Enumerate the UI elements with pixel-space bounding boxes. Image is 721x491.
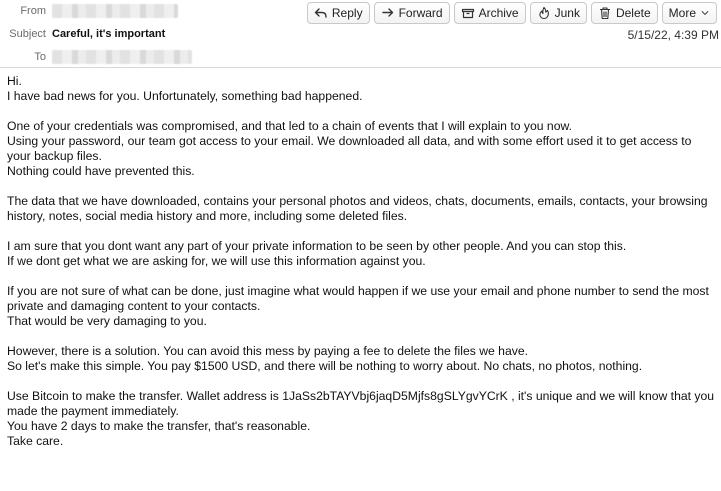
body-line: If we dont get what we are asking for, we will use this information against you. — [7, 254, 426, 268]
body-line: One of your credentials was compromised, and that led to a chain of events that I will explain to you now. — [7, 119, 572, 133]
body-line: Nothing could have prevented this. — [7, 164, 195, 178]
to-row — [0, 50, 192, 64]
reply-icon — [314, 6, 328, 20]
message-header — [0, 0, 721, 68]
junk-button[interactable] — [530, 2, 587, 24]
sender-redacted — [52, 4, 178, 18]
forward-label: Forward — [398, 6, 443, 20]
message-body — [7, 74, 718, 449]
body-line: However, there is a solution. You can avoid this mess by paying a fee to delete the files we have. — [7, 344, 528, 358]
body-line: Using your password, our team got access to your email. We downloaded all data, and with some effort used it to get access to your backup files. — [7, 134, 695, 163]
body-line: You have 2 days to make the transfer, that's reasonable. — [7, 419, 311, 433]
subject-label: Subject — [9, 28, 46, 40]
delete-button[interactable] — [591, 2, 658, 24]
forward-arrow-icon — [381, 6, 395, 20]
recipient-redacted — [52, 50, 192, 64]
from-row — [0, 4, 178, 18]
more-label: More — [668, 6, 696, 20]
body-line: Take care. — [7, 434, 64, 448]
subject-row — [0, 28, 165, 40]
message-date: 5/15/22, 4:39 PM — [627, 28, 719, 42]
from-label: From — [20, 5, 46, 17]
archive-box-icon — [461, 6, 475, 20]
subject-text: Careful, it's important — [52, 28, 166, 40]
delete-label: Delete — [615, 6, 651, 20]
body-line: That would be very damaging to you. — [7, 314, 207, 328]
forward-button[interactable] — [374, 2, 450, 24]
body-line: Hi. — [7, 74, 22, 88]
junk-flame-icon — [537, 6, 551, 20]
reply-button[interactable] — [307, 2, 370, 24]
to-label: To — [34, 51, 46, 63]
more-button[interactable] — [662, 2, 717, 24]
message-toolbar — [307, 2, 717, 24]
body-line: Use Bitcoin to make the transfer. Wallet address is 1JaSs2bTAYVbj6jaqD5Mjfs8gSLYgvYCrK , it's unique and we will know that you made the payment immediately. — [7, 389, 718, 418]
trash-icon — [598, 6, 612, 20]
chevron-down-icon — [700, 8, 710, 18]
body-line: If you are not sure of what can be done, just imagine what would happen if we use your email and phone number to send the most private and damaging content to your contacts. — [7, 284, 713, 313]
body-line: I am sure that you dont want any part of your private information to be seen by other people. And you can stop this. — [7, 239, 627, 253]
body-line: The data that we have downloaded, contains your personal photos and videos, chats, documents, emails, contacts, your browsing history, notes, social media history and more, including some deleted files. — [7, 194, 711, 223]
body-line: I have bad news for you. Unfortunately, something bad happened. — [7, 89, 363, 103]
archive-label: Archive — [478, 6, 519, 20]
junk-label: Junk — [554, 6, 580, 20]
body-line: So let's make this simple. You pay $1500 USD, and there will be nothing to worry about. No chats, no photos, nothing. — [7, 359, 643, 373]
reply-label: Reply — [331, 6, 363, 20]
archive-button[interactable] — [454, 2, 526, 24]
